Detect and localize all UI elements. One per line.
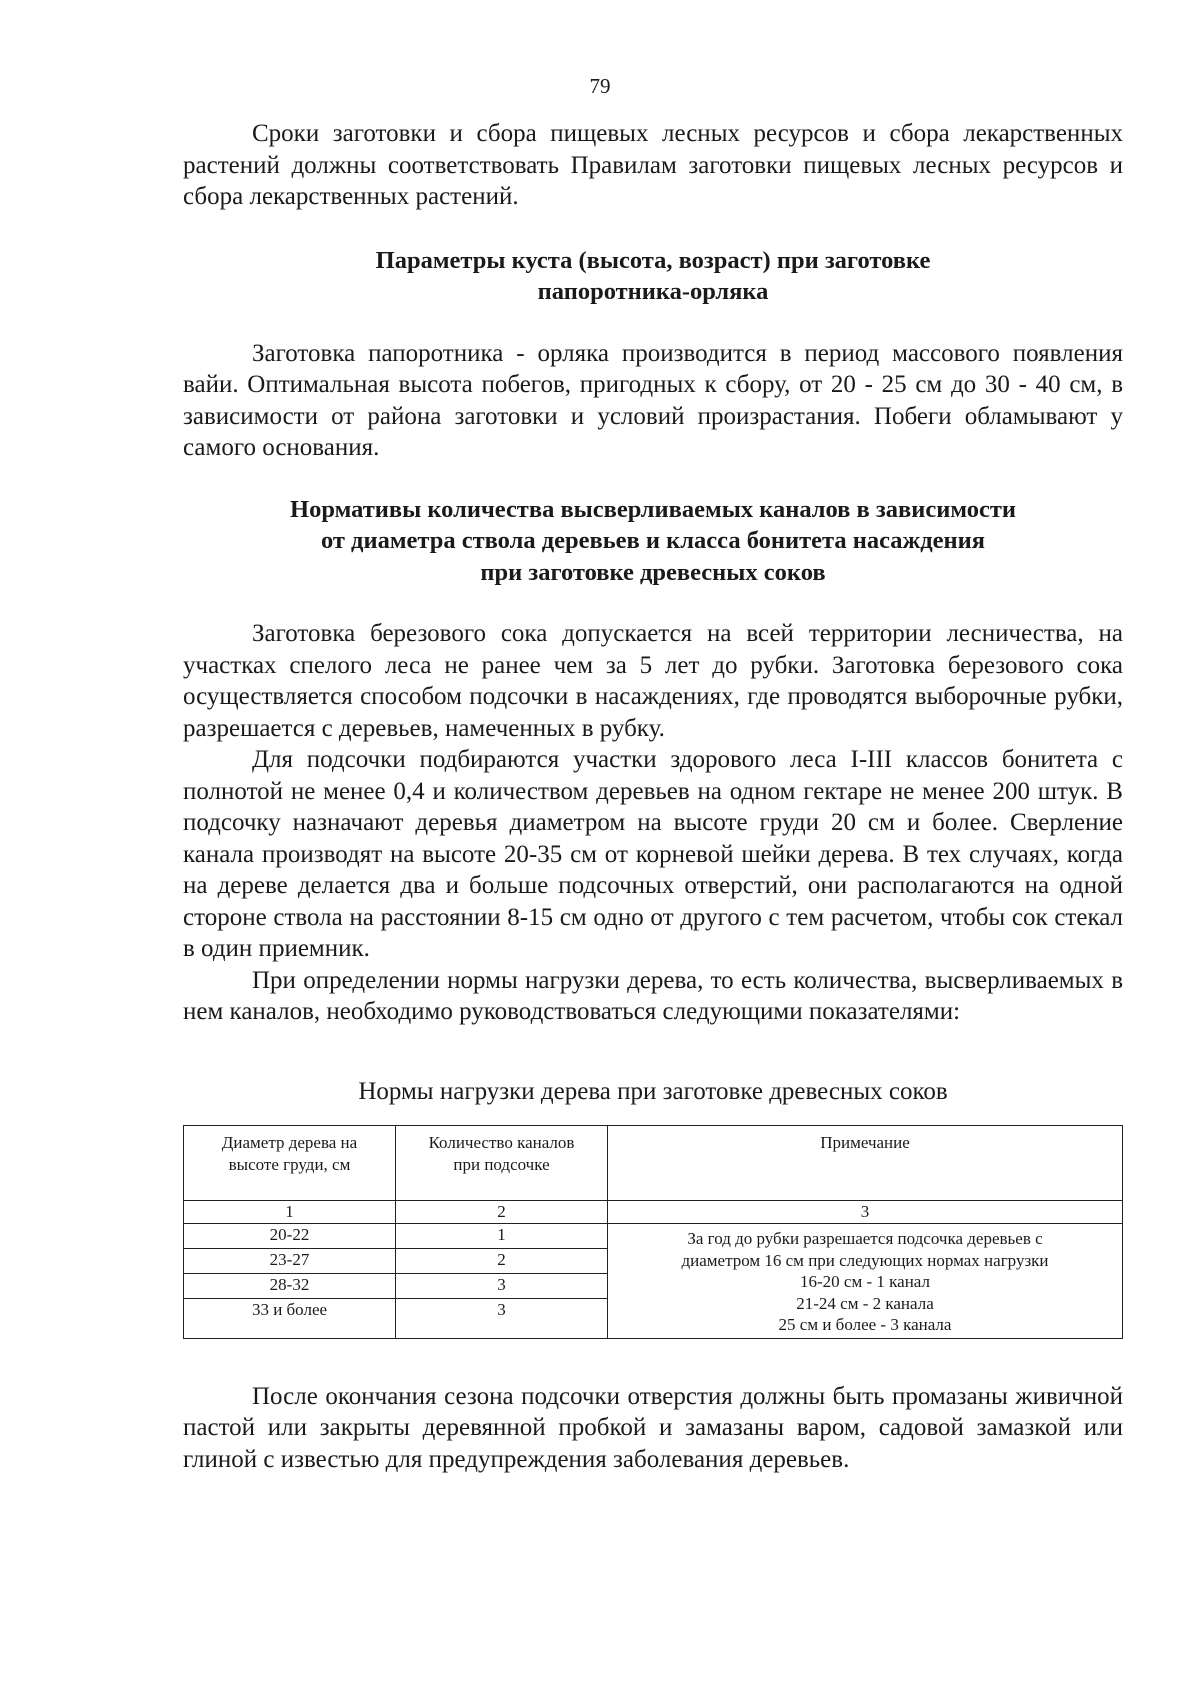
document-body xyxy=(183,118,1123,1475)
table-row xyxy=(184,1224,1123,1249)
page-number: 79 xyxy=(589,74,611,98)
table-title: Нормы нагрузки дерева при заготовке древесных соков xyxy=(358,1077,948,1105)
heading-line: Параметры куста (высота, возраст) при заготовке xyxy=(375,246,931,274)
section-heading-sap xyxy=(183,494,1123,589)
heading-line: Нормативы количества высверливаемых каналов в зависимости xyxy=(290,495,1016,523)
intro-paragraph: Сроки заготовки и сбора пищевых лесных ресурсов и сбора лекарственных растений должны соответствовать Правилам заготовки пищевых лесных ресурсов и сбора лекарственных растений. xyxy=(183,120,1123,210)
column-number-row xyxy=(184,1201,1123,1224)
column-number: 1 xyxy=(184,1201,396,1224)
closing-paragraph: После окончания сезона подсочки отверстия должны быть промазаны живичной пастой или закрыты деревянной пробкой и замазаны варом, садовой замазкой или глиной с известью для предупреждения заболевания деревьев. xyxy=(183,1382,1123,1473)
cell-diameter: 33 и более xyxy=(184,1298,396,1338)
sap-paragraph: При определении нормы нагрузки дерева, то есть количества, высверливаемых в нем каналов, необходимо руководствоваться следующими показателями: xyxy=(183,966,1123,1025)
cell-note: За год до рубки разрешается подсочка деревьев с диаметром 16 см при следующих нормах нагрузки 16-20 см - 1 канал 21-24 см - 2 канала 25 см и более - 3 канала xyxy=(608,1224,1123,1339)
section-heading-fern xyxy=(183,245,1123,308)
fern-paragraph: Заготовка папоротника - орляка производится в период массового появления вайи. Оптимальная высота побегов, пригодных к сбору, от 20 - 25 см до 30 - 40 см, в зависимости от района заготовки и условий произрастания. Побеги обламывают у самого основания. xyxy=(183,339,1123,461)
column-number: 2 xyxy=(396,1201,608,1224)
cell-diameter: 28-32 xyxy=(184,1273,396,1298)
table-header-row xyxy=(184,1126,1123,1201)
tree-load-table xyxy=(183,1125,1123,1339)
sap-paragraph: Для подсочки подбираются участки здорового леса I-III классов бонитета с полнотой не менее 0,4 и количеством деревьев на одном гектаре не менее 200 штук. В подсочку назначают деревья диаметром на высоте груди 20 см и более. Сверление канала производят на высоте 20-35 см от корневой шейки дерева. В тех случаях, когда на дереве делается два и больше подсочных отверстий, они располагаются на одной стороне ствола на расстоянии 8-15 см одно от другого с тем расчетом, чтобы сок стекал в один приемник. xyxy=(183,746,1123,962)
column-number: 3 xyxy=(608,1201,1123,1224)
heading-line: при заготовке древесных соков xyxy=(480,558,826,586)
cell-channels: 3 xyxy=(396,1273,608,1298)
cell-diameter: 20-22 xyxy=(184,1224,396,1249)
cell-channels: 2 xyxy=(396,1248,608,1273)
cell-diameter: 23-27 xyxy=(184,1248,396,1273)
header-note: Примечание xyxy=(608,1126,1123,1201)
cell-channels: 1 xyxy=(396,1224,608,1249)
heading-line: папоротника-орляка xyxy=(537,278,769,305)
heading-line: от диаметра ствола деревьев и класса бонитета насаждения xyxy=(320,527,986,554)
header-channels: Количество каналов при подсочке xyxy=(396,1126,608,1201)
header-diameter: Диаметр дерева на высоте груди, см xyxy=(184,1126,396,1201)
cell-channels: 3 xyxy=(396,1298,608,1338)
sap-paragraph: Заготовка березового сока допускается на всей территории лесничества, на участках спелого леса не ранее чем за 5 лет до рубки. Заготовка березового сока осуществляется способом подсочки в насаждениях, где проводятся выборочные рубки, разрешается с деревьев, намеченных в рубку. xyxy=(183,620,1123,742)
